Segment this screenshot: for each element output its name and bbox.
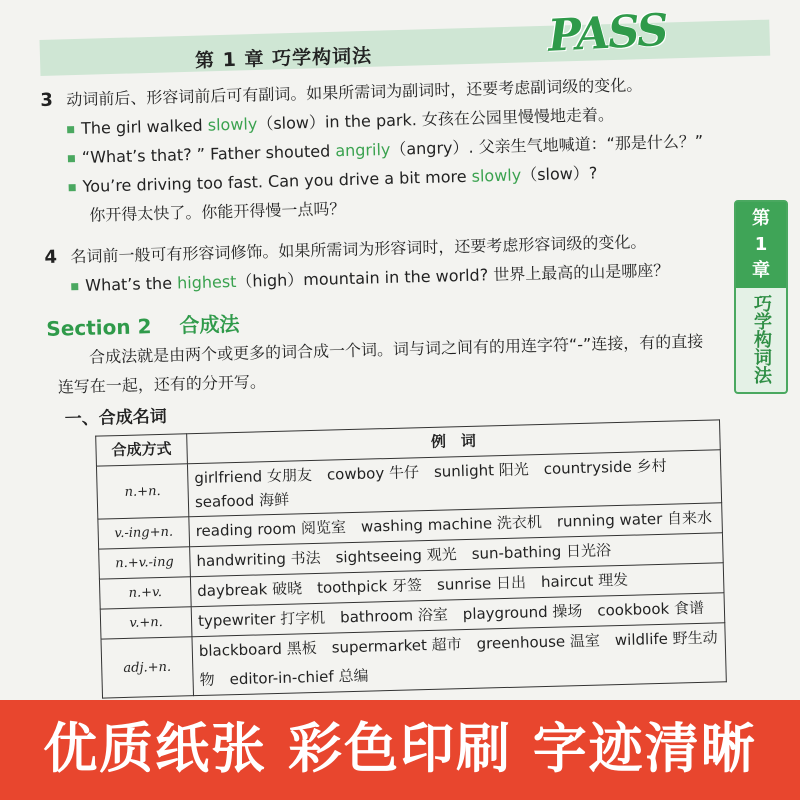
- rule-number: 3: [40, 89, 54, 111]
- section-paragraph: 合成法就是由两个或更多的词合成一个词。词与词之间有的用连字符“-”连接，有的直接连写在一起，还有的分开写。: [57, 331, 704, 397]
- formation-cell: v.-ing+n.: [98, 517, 190, 549]
- example-translation: 你开得太快了。你能开得慢一点吗？: [89, 199, 346, 225]
- example-sentence: You’re driving too fast. Can you drive a bit more slowly（slow）?: [42, 155, 733, 202]
- table-header: 例 词: [187, 420, 721, 464]
- formation-cell: n.+v.: [99, 577, 191, 609]
- table-header: 合成方式: [96, 434, 188, 466]
- formation-cell: v.+n.: [100, 607, 192, 639]
- bullet-square-icon: [71, 283, 78, 290]
- bullet-square-icon: [68, 155, 75, 162]
- examples-cell: daybreak 破晓 toothpick 牙签 sunrise 日出 haircut 理发: [190, 563, 724, 607]
- formation-cell: n.+n.: [96, 464, 188, 519]
- subsection-heading: 一、合成名词: [64, 406, 167, 430]
- examples-cell: handwriting 书法 sightseeing 观光 sun-bathing 日光浴: [190, 533, 724, 577]
- examples-cell: reading room 阅览室 washing machine 洗衣机 running water 自来水: [189, 503, 723, 547]
- rule-3: 3 动词前后、形容词前后可有副词。如果所需词为副词时，还要考虑副词级的变化。: [40, 68, 731, 115]
- side-tab-chapter-name: 巧学构词法: [751, 294, 772, 384]
- bullet-square-icon: [69, 184, 76, 191]
- formation-cell: n.+v.-ing: [99, 547, 191, 579]
- rule-number: 4: [44, 246, 58, 268]
- chapter-side-tab: [734, 200, 788, 394]
- compound-noun-table: [95, 419, 727, 698]
- rule-4: 4 名词前一般可有形容词修饰。如果所需词为形容词时，还要考虑形容词级的变化。: [44, 225, 735, 272]
- bullet-square-icon: [67, 126, 74, 133]
- page-content: [40, 68, 746, 700]
- examples-cell: blackboard 黑板 supermarket 超市 greenhouse 温室 wildlife 野生动物 editor-in-chief 总编: [192, 623, 726, 696]
- chapter-title: 第 1 章 巧学构词法: [194, 45, 373, 72]
- pass-logo: PASS: [546, 4, 668, 62]
- example-sentence: “What’s that? ” Father shouted angrily（angry）. 父亲生气地喊道：“那是什么？”: [42, 126, 733, 173]
- formation-cell: adj.+n.: [101, 637, 194, 698]
- example-sentence: The girl walked slowly（slow）in the park. 女孩在公园里慢慢地走着。: [41, 97, 732, 144]
- examples-cell: typewriter 打字机 bathroom 浴室 playground 操场 cookbook 食谱: [191, 593, 725, 637]
- section-heading: Section 2 合成法: [46, 311, 240, 341]
- side-tab-chapter-number: 第 1 章: [736, 202, 786, 288]
- example-sentence: What’s the highest（high）mountain in the world? 世界上最高的山是哪座？: [45, 254, 736, 301]
- promo-banner: 优质纸张 彩色印刷 字迹清晰: [0, 700, 800, 800]
- examples-cell: girlfriend 女朋友 cowboy 牛仔 sunlight 阳光 countryside 乡村 seafood 海鲜: [187, 450, 721, 517]
